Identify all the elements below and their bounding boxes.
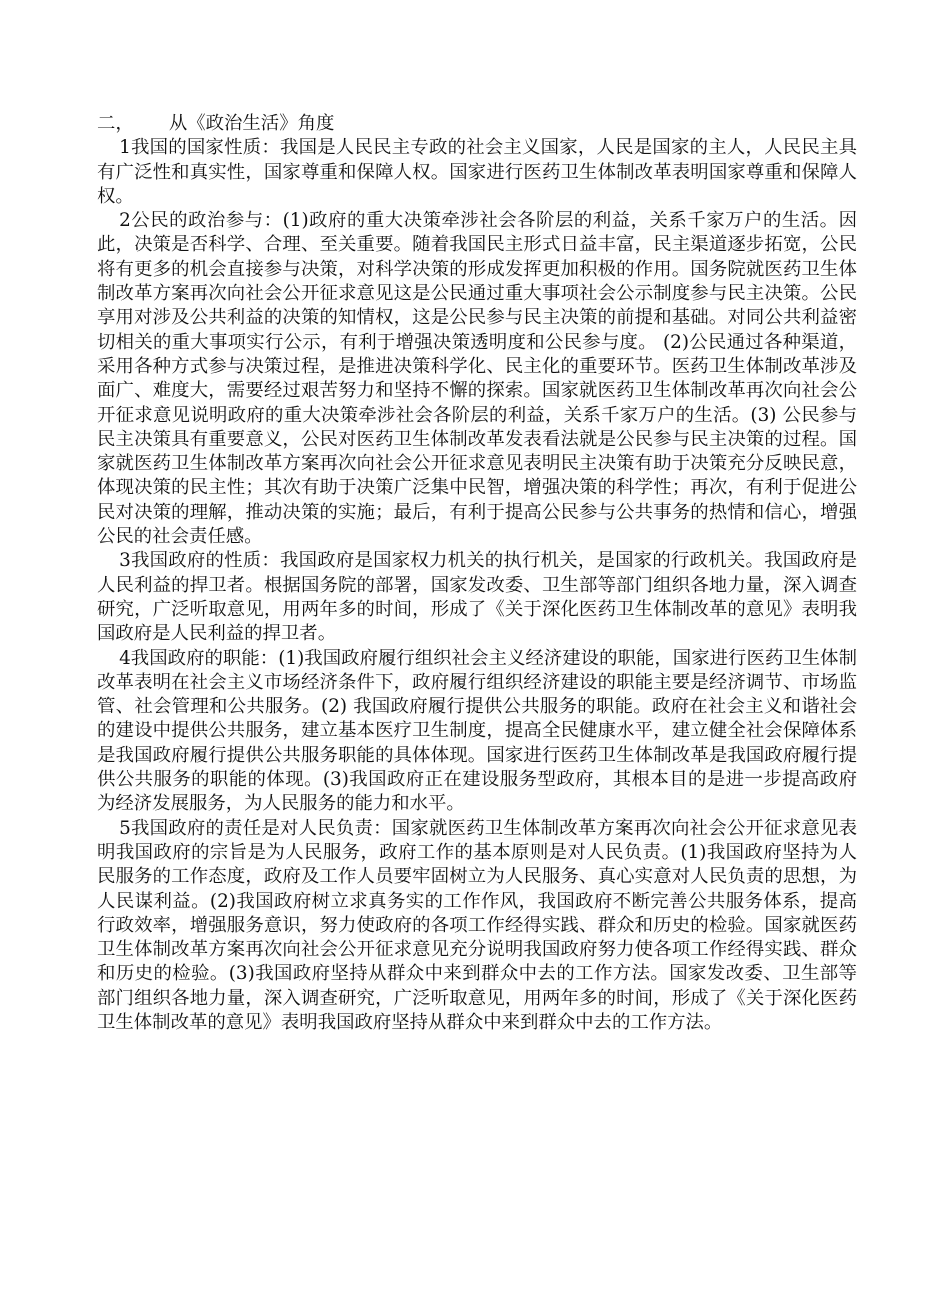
paragraph-political-participation: 2公民的政治参与：(1)政府的重大决策牵涉社会各阶层的利益，关系千家万户的生活。因此，决策是否科学、合理、至关重要。随着我国民主形式日益丰富，民主渠道逐步拓宽，公民将有更多的机会直接参与决策，对科学决策的形成发挥更加积极的作用。国务院就医药卫生体制改革方案再次向社会公开征求意见这是公民通过重大事项社会公示制度参与民主决策。公民享用对涉及公共利益的决策的知情权，这是公民参与民主决策的前提和基础。对同公共利益密切相关的重大事项实行公示，有利于增强决策透明度和公民参与度。 (2)公民通过各种渠道，采用各种方式参与决策过程，是推进决策科学化、民主化的重要环节。医药卫生体制改革涉及面广、难度大，需要经过艰苦努力和坚持不懈的探索。国家就医药卫生体制改革再次向社会公开征求意见说明政府的重大决策牵涉社会各阶层的利益，关系千家万户的生活。(3) 公民参与民主决策具有重要意义，公民对医药卫生体制改革发表看法就是公民参与民主决策的过程。国家就医药卫生体制改革方案再次向社会公开征求意见表明民主决策有助于决策充分反映民意，体现决策的民主性；其次有助于决策广泛集中民智，增强决策的科学性；再次，有利于促进公民对决策的理解，推动决策的实施；最后，有利于提高公民参与公共事务的热情和信心，增强公民的社会责任感。 (97, 210, 857, 548)
section-heading: 二， 从《政治生活》角度 (97, 113, 335, 134)
paragraph-national-nature: 1我国的国家性质：我国是人民民主专政的社会主义国家，人民是国家的主人，人民民主具有广泛性和真实性，国家尊重和保障人权。国家进行医药卫生体制改革表明国家尊重和保障人权。 (97, 137, 857, 207)
document-body (97, 112, 857, 1035)
paragraph-government-nature: 3我国政府的性质：我国政府是国家权力机关的执行机关，是国家的行政机关。我国政府是人民利益的捍卫者。根据国务院的部署，国家发改委、卫生部等部门组织各地力量，深入调查研究，广泛听取意见，用两年多的时间，形成了《关于深化医药卫生体制改革的意见》表明我国政府是人民利益的捍卫者。 (97, 550, 857, 645)
paragraph-government-responsibility: 5我国政府的责任是对人民负责：国家就医药卫生体制改革方案再次向社会公开征求意见表明我国政府的宗旨是为人民服务，政府工作的基本原则是对人民负责。(1)我国政府坚持为人民服务的工作态度，政府及工作人员要牢固树立为人民服务、真心实意对人民负责的思想，为人民谋利益。(2)我国政府树立求真务实的工作作风，我国政府不断完善公共服务体系，提高行政效率，增强服务意识，努力使政府的各项工作经得实践、群众和历史的检验。国家就医药卫生体制改革方案再次向社会公开征求意见充分说明我国政府努力使各项工作经得实践、群众和历史的检验。(3)我国政府坚持从群众中来到群众中去的工作方法。国家发改委、卫生部等部门组织各地力量，深入调查研究，广泛听取意见，用两年多的时间，形成了《关于深化医药卫生体制改革的意见》表明我国政府坚持从群众中来到群众中去的工作方法。 (97, 817, 857, 1033)
paragraph-government-functions: 4我国政府的职能：(1)我国政府履行组织社会主义经济建设的职能，国家进行医药卫生体制改革表明在社会主义市场经济条件下，政府履行组织经济建设的职能主要是经济调节、市场监管、社会管理和公共服务。(2) 我国政府履行提供公共服务的职能。政府在社会主义和谐社会的建设中提供公共服务，建立基本医疗卫生制度，提高全民健康水平，建立健全社会保障体系是我国政府履行提供公共服务职能的具体体现。国家进行医药卫生体制改革是我国政府履行提供公共服务的职能的体现。(3)我国政府正在建设服务型政府，其根本目的是进一步提高政府为经济发展服务，为人民服务的能力和水平。 (97, 647, 857, 815)
